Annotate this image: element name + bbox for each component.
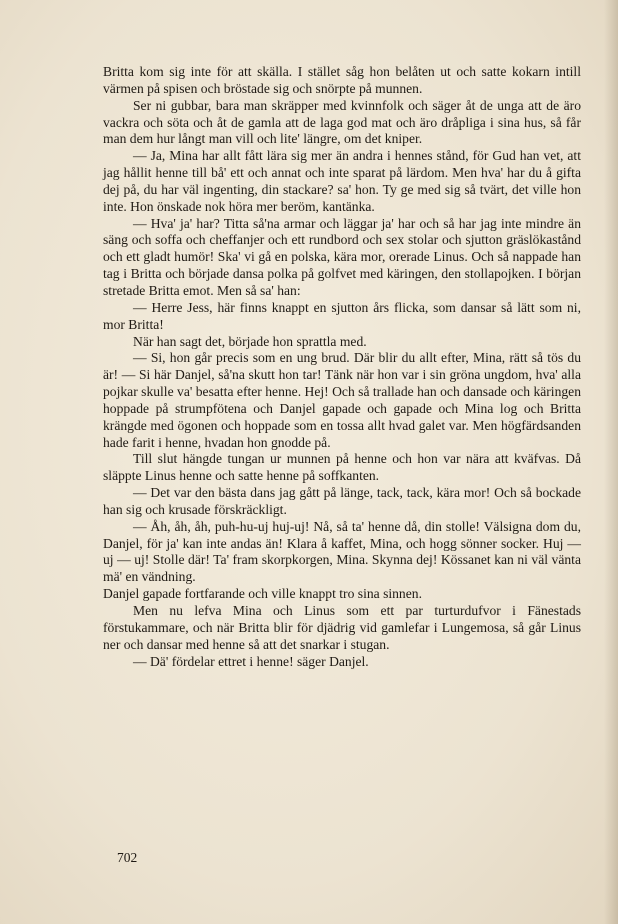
paragraph: Men nu lefva Mina och Linus som ett par turturdufvor i Fänestads förstukammare, och när Britta blir för djädrig vid gamlefar i Lungemosa, så går Linus ner och dansar med henne så att det snarkar i stugan. — [103, 603, 581, 652]
body-text — [103, 64, 581, 670]
paragraph: Britta kom sig inte för att skälla. I stället såg hon belåten ut och satte kokarn intill värmen på spisen och bröstade sig och snörpte på munnen. — [103, 64, 581, 96]
paragraph: — Si, hon går precis som en ung brud. Där blir du allt efter, Mina, rätt så tös du är! — Si här Danjel, så'na skutt hon tar! Tänk när hon var i sin gröna ungdom, hva' alla pojkar skulle va' besatta efter henne. Hej! Och så trallade han och dansade och käringen hoppade på strumpfötena och Danjel gapade och gapade och Mina log och Britta krängde med ögonen och hoppade som en tossa allt hvad galet var. Men högfärdsanden hade farit i henne, hvadan hon gnodde på. — [103, 350, 581, 450]
paragraph: När han sagt det, började hon sprattla med. — [133, 333, 367, 349]
paragraph: — Herre Jess, här finns knappt en sjutton års flicka, som dansar så lätt som ni, mor Britta! — [103, 299, 581, 332]
paragraph: — Dä' fördelar ettret i henne! säger Danjel. — [133, 653, 369, 669]
paragraph: — Hva' ja' har? Titta så'na armar och läggar ja' har och så har jag inte mindre än säng och soffa och cheffanjer och ett rundbord och sex stolar och sjutton gräslökastånd och ett gladt humör! Ska' vi gå en polska, kära mor, orerade Linus. Och så nappade han tag i Britta och började dansa polka på golfvet med käringen, den stollapojken. I början stretade Britta emot. Men så sa' han: — [103, 215, 581, 298]
paragraph: — Åh, åh, åh, puh-hu-uj huj-uj! Nå, så ta' henne då, din stolle! Välsigna dom du, Danjel, för ja' kan inte andas än! Klara å kaffet, Mina, och hogg sönner socker. Huj — uj — uj! Stolle där! Ta' fram skorpkorgen, Mina. Skynna dej! Kössanet kan ni väl vänta mä' en vändning. — [103, 518, 581, 585]
page-edge-shadow — [604, 0, 618, 924]
page-number: 702 — [117, 850, 138, 865]
paragraph: Danjel gapade fortfarande och ville knappt tro sina sinnen. — [103, 586, 422, 602]
paragraph: — Det var den bästa dans jag gått på länge, tack, tack, kära mor! Och så bockade han sig och krusade förskräckligt. — [103, 485, 581, 517]
paragraph: Till slut hängde tungan ur munnen på henne och hon var nära att kväfvas. Då släppte Linus henne och satte henne på soffkanten. — [103, 451, 581, 484]
paragraph: — Ja, Mina har allt fått lära sig mer än andra i hennes stånd, för Gud han vet, att jag hållit henne till bå' ett och annat och inte sparat på lärdom. Men hva' har du å gifta dej på, du har väl ingenting, din stackare? sa' hon. Ty ge med sig så tvärt, det ville hon inte. Hon önskade nok höra mer beröm, kantänka. — [103, 148, 581, 214]
paragraph: Ser ni gubbar, bara man skräpper med kvinnfolk och säger åt de unga att de äro vackra och söta och åt de gamla att de laga god mat och äro dråpliga i sina hus, så får man dem hur långt man vill och lite' längre, om det kniper. — [103, 97, 581, 147]
